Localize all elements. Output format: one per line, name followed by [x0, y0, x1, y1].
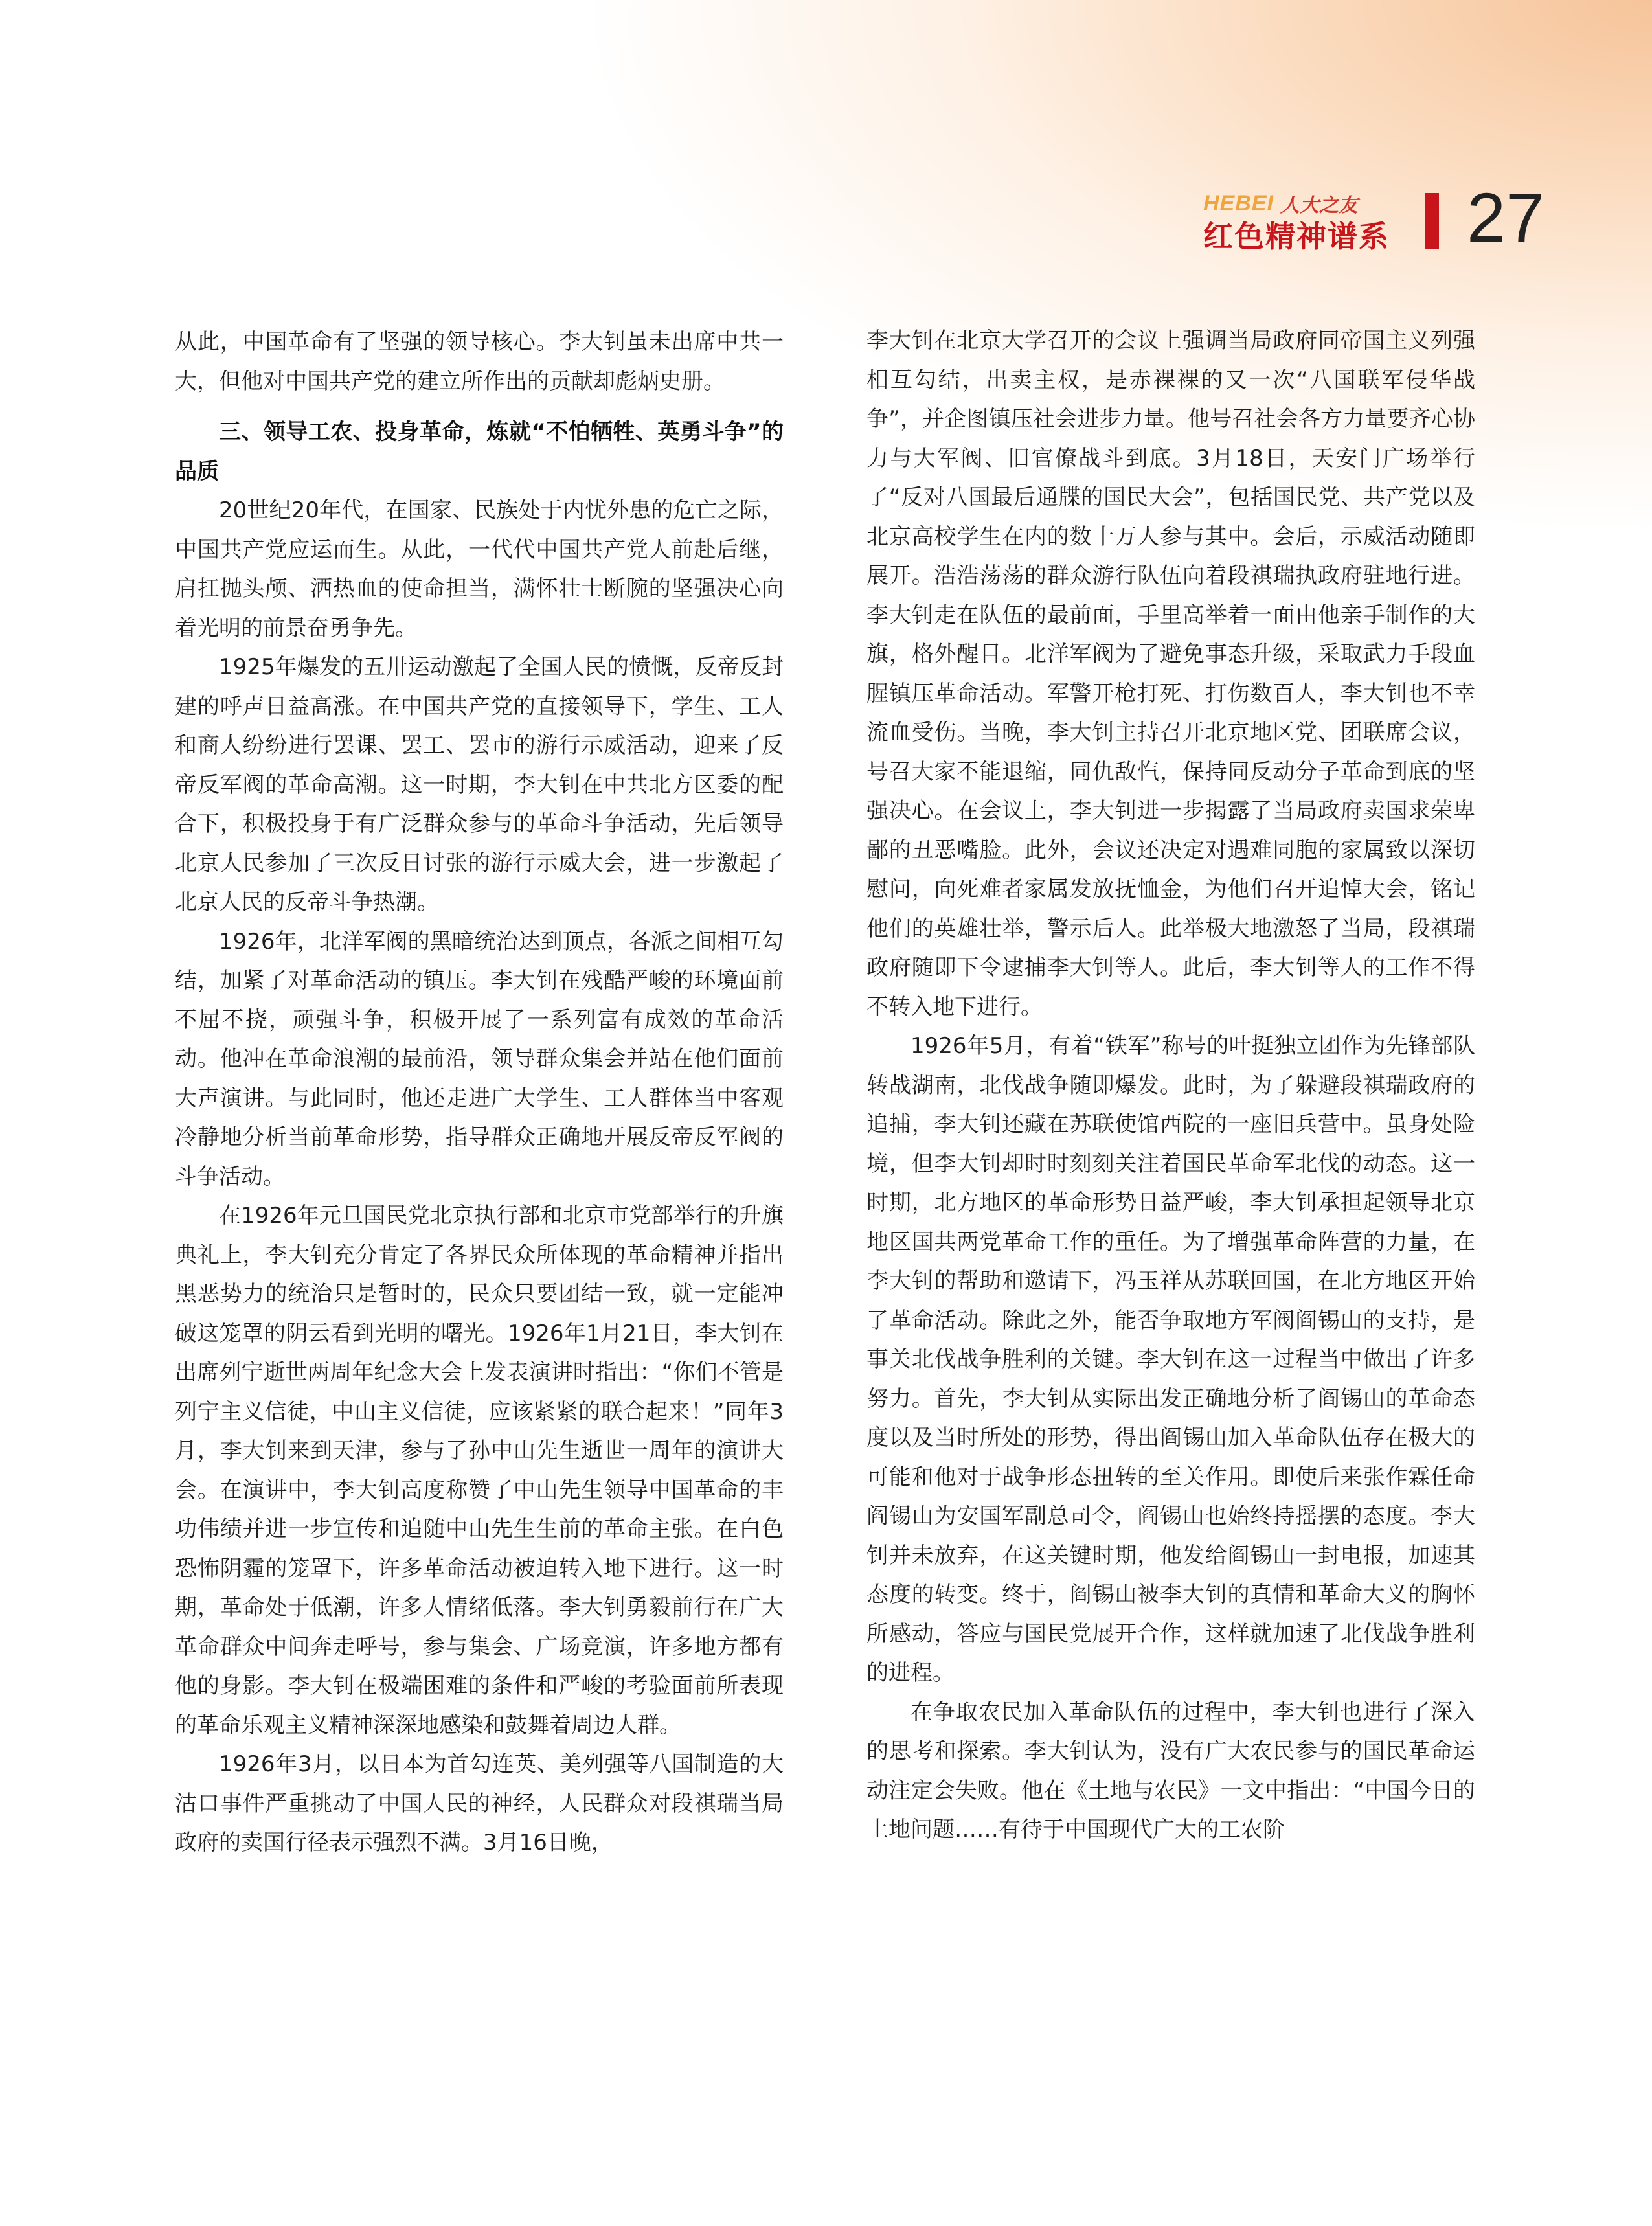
- header-divider-bar: [1425, 193, 1439, 249]
- paragraph: 李大钊在北京大学召开的会议上强调当局政府同帝国主义列强相互勾结，出卖主权，是赤裸裸的又一次“八国联军侵华战争”，并企图镇压社会进步力量。他号召社会各方力量要齐心协力与大军阀、旧官僚战斗到底。3月18日，天安门广场举行了“反对八国最后通牒的国民大会”，包括国民党、共产党以及北京高校学生在内的数十万人参与其中。会后，示威活动随即展开。浩浩荡荡的群众游行队伍向着段祺瑞执政府驻地行进。李大钊走在队伍的最前面，手里高举着一面由他亲手制作的大旗，格外醒目。北洋军阀为了避免事态升级，采取武力手段血腥镇压革命活动。军警开枪打死、打伤数百人，李大钊也不幸流血受伤。当晚，李大钊主持召开北京地区党、团联席会议，号召大家不能退缩，同仇敌忾，保持同反动分子革命到底的坚强决心。在会议上，李大钊进一步揭露了当局政府卖国求荣卑鄙的丑恶嘴脸。此外，会议还决定对遇难同胞的家属致以深切慰问，向死难者家属发放抚恤金，为他们召开追悼大会，铭记他们的英雄壮举，警示后人。此举极大地激怒了当局，段祺瑞政府随即下令逮捕李大钊等人。此后，李大钊等人的工作不得不转入地下进行。: [866, 328, 1475, 1020]
- page-number: 27: [1467, 178, 1545, 256]
- paragraph: 20世纪20年代，在国家、民族处于内忧外患的危亡之际，中国共产党应运而生。从此，一代代中国共产党人前赴后继，肩扛抛头颅、洒热血的使命担当，满怀壮士断腕的坚强决心向着光明的前景奋勇争先。: [175, 497, 784, 641]
- paragraph: 从此，中国革命有了坚强的领导核心。李大钊虽未出席中共一大，但他对中国共产党的建立所作出的贡献却彪炳史册。: [175, 329, 784, 394]
- paragraph: 1925年爆发的五卅运动激起了全国人民的愤慨，反帝反封建的呼声日益高涨。在中国共产党的直接领导下，学生、工人和商人纷纷进行罢课、罢工、罢市的游行示威活动，迎来了反帝反军阀的革命高潮。这一时期，李大钊在中共北方区委的配合下，积极投身于有广泛群众参与的革命斗争活动，先后领导北京人民参加了三次反日讨张的游行示威大会，进一步激起了北京人民的反帝斗争热潮。: [175, 654, 784, 915]
- section-heading: 三、领导工农、投身革命，炼就“不怕牺牲、英勇斗争”的品质: [175, 419, 784, 484]
- paragraph: 1926年5月，有着“铁军”称号的叶挺独立团作为先锋部队转战湖南，北伐战争随即爆发。此时，为了躲避段祺瑞政府的追捕，李大钊还藏在苏联使馆西院的一座旧兵营中。虽身处险境，但李大钊却时时刻刻关注着国民革命军北伐的动态。这一时期，北方地区的革命形势日益严峻，李大钊承担起领导北京地区国共两党革命工作的重任。为了增强革命阵营的力量，在李大钊的帮助和邀请下，冯玉祥从苏联回国，在北方地区开始了革命活动。除此之外，能否争取地方军阀阎锡山的支持，是事关北伐战争胜利的关键。李大钊在这一过程当中做出了许多努力。首先，李大钊从实际出发正确地分析了阎锡山的革命态度以及当时所处的形势，得出阎锡山加入革命队伍存在极大的可能和他对于战争形态扭转的至关作用。即使后来张作霖任命阎锡山为安国军副总司令，阎锡山也始终持摇摆的态度。李大钊并未放弃，在这关键时期，他发给阎锡山一封电报，加速其态度的转变。终于，阎锡山被李大钊的真情和革命大义的胸怀所感动，答应与国民党展开合作，这样就加速了北伐战争胜利的进程。: [866, 1033, 1475, 1686]
- brand-cn: 人大之友: [1280, 195, 1358, 216]
- paragraph: 1926年，北洋军阀的黑暗统治达到顶点，各派之间相互勾结，加紧了对革命活动的镇压。李大钊在残酷严峻的环境面前不屈不挠，顽强斗争，积极开展了一系列富有成效的革命活动。他冲在革命浪潮的最前沿，领导群众集会并站在他们面前大声演讲。与此同时，他还走进广大学生、工人群体当中客观冷静地分析当前革命形势，指导群众正确地开展反帝反军阀的斗争活动。: [175, 928, 784, 1190]
- paragraph: 1926年3月，以日本为首勾连英、美列强等八国制造的大沽口事件严重挑动了中国人民的神经，人民群众对段祺瑞当局政府的卖国行径表示强烈不满。3月16日晚，: [175, 1751, 784, 1856]
- magazine-brand: [1203, 188, 1358, 219]
- paragraph: 在争取农民加入革命队伍的过程中，李大钊也进行了深入的思考和探索。李大钊认为，没有广大农民参与的国民革命运动注定会失败。他在《土地与农民》一文中指出：“中国今日的土地问题……有待于中国现代广大的工农阶: [866, 1699, 1475, 1843]
- right-column: [866, 321, 1475, 2102]
- paragraph: 在1926年元旦国民党北京执行部和北京市党部举行的升旗典礼上，李大钊充分肯定了各界民众所体现的革命精神并指出黑恶势力的统治只是暂时的，民众只要团结一致，就一定能冲破这笼罩的阴云看到光明的曙光。1926年1月21日，李大钊在出席列宁逝世两周年纪念大会上发表演讲时指出：“你们不管是列宁主义信徒，中山主义信徒，应该紧紧的联合起来！”同年3月，李大钊来到天津，参与了孙中山先生逝世一周年的演讲大会。在演讲中，李大钊高度称赞了中山先生领导中国革命的丰功伟绩并进一步宣传和追随中山先生生前的革命主张。在白色恐怖阴霾的笼罩下，许多革命活动被迫转入地下进行。这一时期，革命处于低潮，许多人情绪低落。李大钊勇毅前行在广大革命群众中间奔走呼号，参与集会、广场竞演，许多地方都有他的身影。李大钊在极端困难的条件和严峻的考验面前所表现的革命乐观主义精神深深地感染和鼓舞着周边人群。: [175, 1203, 784, 1738]
- brand-en: HEBEI: [1203, 190, 1274, 216]
- left-column: [175, 323, 784, 2104]
- section-title: 红色精神谱系: [1203, 219, 1390, 254]
